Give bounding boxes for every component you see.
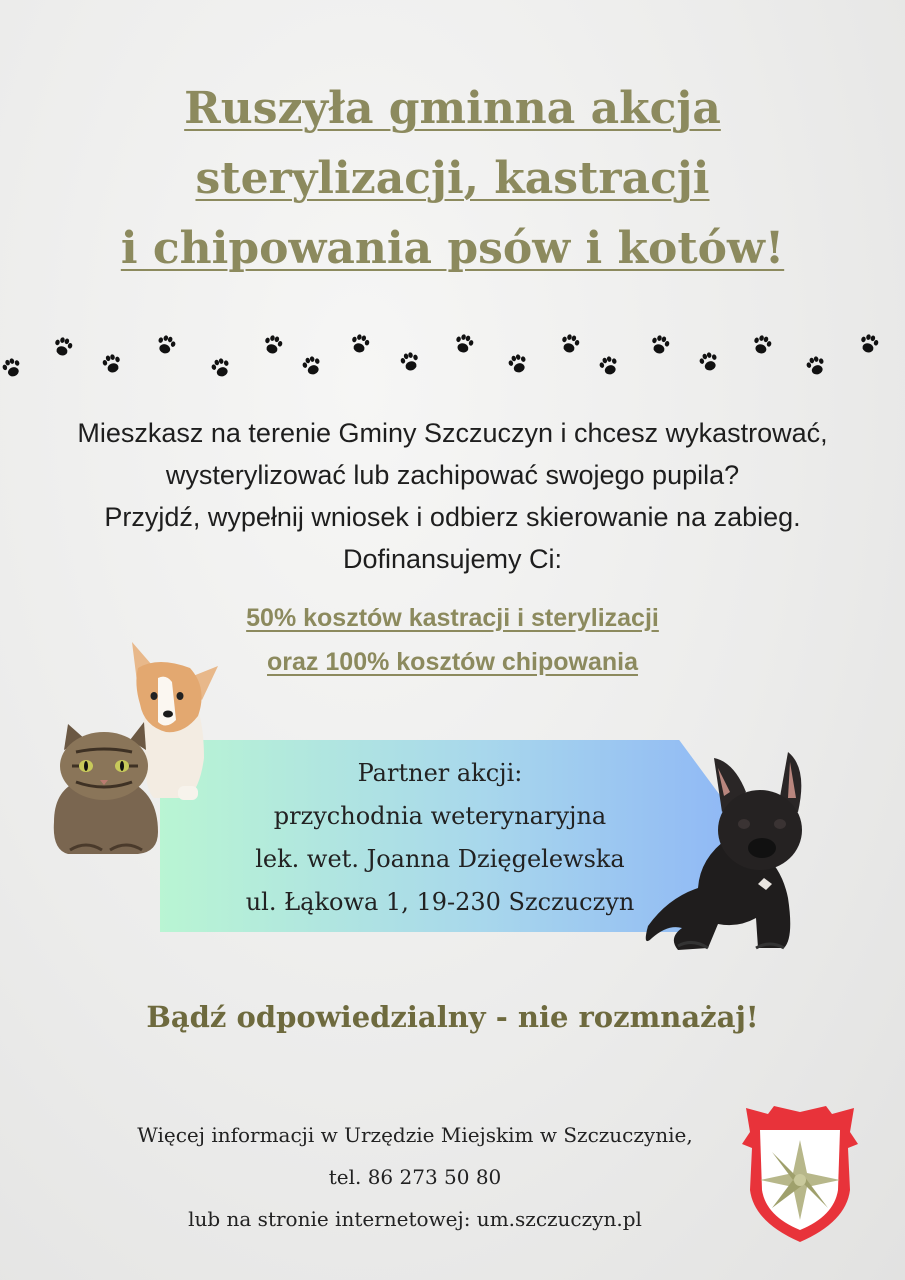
cat-image bbox=[46, 722, 166, 858]
partner-doctor: lek. wet. Joanna Dzięgelewska bbox=[255, 845, 625, 873]
intro-line-3: Przyjdź, wypełnij wniosek i odbierz skierowanie na zabieg. bbox=[104, 502, 801, 532]
intro-line-4: Dofinansujemy Ci: bbox=[342, 544, 563, 574]
funding-line-1: 50% kosztów kastracji i sterylizacji bbox=[246, 604, 659, 632]
more-info bbox=[60, 1114, 770, 1240]
intro-line-1: Mieszkasz na terenie Gminy Szczuczyn i chcesz wykastrować, bbox=[77, 418, 828, 448]
partner-name: przychodnia weterynaryjna bbox=[273, 802, 607, 830]
partner-address: ul. Łąkowa 1, 19-230 Szczuczyn bbox=[245, 888, 635, 916]
partner-label: Partner akcji: bbox=[357, 759, 523, 787]
paw-prints-row bbox=[0, 320, 905, 390]
intro-text bbox=[0, 412, 905, 580]
info-phone: tel. 86 273 50 80 bbox=[328, 1165, 502, 1189]
page-title bbox=[0, 74, 905, 284]
funding-line-2: oraz 100% kosztów chipowania bbox=[267, 648, 638, 676]
title-line-1: Ruszyła gminna akcja bbox=[184, 83, 721, 134]
intro-line-2: wysterylizować lub zachipować swojego pupila? bbox=[165, 460, 740, 490]
french-bulldog-image bbox=[638, 748, 818, 958]
info-line-1: Więcej informacji w Urzędzie Miejskim w Szczuczynie, bbox=[137, 1123, 693, 1147]
info-website: lub na stronie internetowej: um.szczuczyn.pl bbox=[188, 1207, 642, 1231]
title-line-2: sterylizacji, kastracji bbox=[195, 153, 710, 204]
slogan: Bądź odpowiedzialny - nie rozmnażaj! bbox=[146, 1000, 759, 1034]
coat-of-arms-icon bbox=[738, 1104, 862, 1246]
title-line-3: i chipowania psów i kotów! bbox=[120, 223, 785, 274]
paw-print-icon bbox=[1, 333, 880, 379]
partner-info bbox=[160, 752, 720, 924]
